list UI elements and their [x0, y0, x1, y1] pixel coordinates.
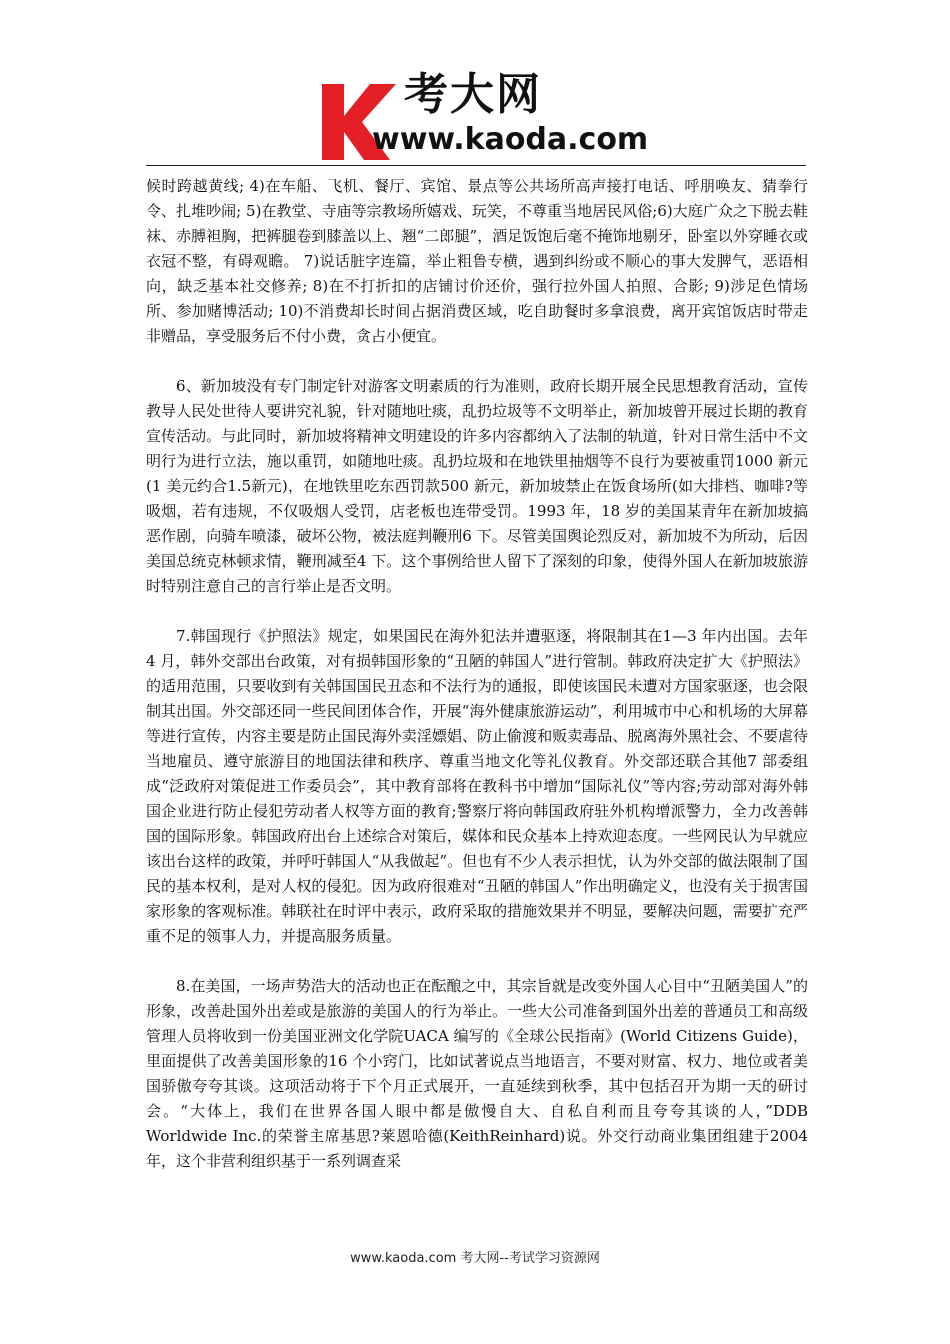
site-logo[interactable]	[318, 69, 649, 162]
paragraph-singapore: 6、新加坡没有专门制定针对游客文明素质的行为准则，政府长期开展全民思想教育活动，宣传教导人民处世待人要讲究礼貌，针对随地吐痰，乱扔垃圾等不文明举止，新加坡曾开展过长期的教育宣传活动。与此同时，新加坡将精神文明建设的许多内容都纳入了法制的轨道，针对日常生活中不文明行为进行立法，施以重罚，如随地吐痰。乱扔垃圾和在地铁里抽烟等不良行为要被重罚1000 新元(1 美元约合1.5新元)，在地铁里吃东西罚款500 新元，新加坡禁止在饭食场所(如大排档、咖啡?等 吸烟，若有违规，不仅吸烟人受罚，店老板也连带受罚。1993 年，18 岁的美国某青年在新加坡搞恶作剧，向骑车喷漆，破坏公物，被法庭判鞭刑6 下。尽管美国舆论烈反对，新加坡不为所动，后因美国总统克林顿求情，鞭刑减至4 下。这个事例给世人留下了深刻的印象，使得外国人在新加坡旅游时特别注意自己的言行举止是否文明。	[146, 377, 808, 595]
paragraph-continuation: 候时跨越黄线; 4)在车船、飞机、餐厅、宾馆、景点等公共场所高声接打电话、呼朋唤友、猜拳行令、扎堆吵闹; 5)在教堂、寺庙等宗教场所嬉戏、玩笑，不尊重当地居民风俗;6)大庭广众之下脱去鞋袜、赤膊袒胸，把裤腿卷到膝盖以上、翘“二郎腿”，酒足饭饱后毫不掩饰地剔牙，卧室以外穿睡衣或衣冠不整，有碍观瞻。 7)说话脏字连篇，举止粗鲁专横，遇到纠纷或不顺心的事大发脾气，恶语相向，缺乏基本社交修养; 8)在不打折扣的店铺讨价还价，强行拉外国人拍照、合影; 9)涉足色情场所、参加赌博活动; 10)不消费却长时间占据消费区域，吃自助餐时多拿浪费，离开宾馆饭店时带走非赠品，享受服务后不付小费，贪占小便宜。	[146, 177, 808, 345]
logo-url-text: www.kaoda.com	[372, 122, 649, 157]
paragraph-korea: 7.韩国现行《护照法》规定，如果国民在海外犯法并遭驱逐，将限制其在1—3 年内出国。去年4 月，韩外交部出台政策，对有损韩国形象的“丑陋的韩国人”进行管制。韩政府决定扩大《护照法》的适用范围，只要收到有关韩国国民丑态和不法行为的通报，即使该国民未遭对方国家驱逐，也会限制其出国。外交部还同一些民间团体合作，开展“海外健康旅游运动”，利用城市中心和机场的大屏幕等进行宣传，内容主要是防止国民海外卖淫嫖娼、防止偷渡和贩卖毒品、脱离海外黑社会、不要虐待当地雇员、遵守旅游目的地国法律和秩序、尊重当地文化等礼仪教育。外交部还联合其他7 部委组成“泛政府对策促进工作委员会”，其中教育部将在教科书中增加“国际礼仪”等内容;劳动部对海外韩国企业进行防止侵犯劳动者人权等方面的教育;警察厅将向韩国政府驻外机构增派警力，全力改善韩国的国际形象。韩国政府出台上述综合对策后，媒体和民众基本上持欢迎态度。一些网民认为早就应该出台这样的政策，并呼吁韩国人“从我做起”。但也有不少人表示担忧，认为外交部的做法限制了国民的基本权利，是对人权的侵犯。因为政府很难对“丑陋的韩国人”作出明确定义，也没有关于损害国家形象的客观标准。韩联社在时评中表示，政府采取的措施效果并不明显，要解决问题，需要扩充严重不足的领事人力，并提高服务质量。	[146, 627, 808, 945]
page-footer[interactable]: www.kaoda.com 考大网--考试学习资源网	[350, 1251, 600, 1266]
paragraph-usa: 8.在美国，一场声势浩大的活动也正在酝酿之中，其宗旨就是改变外国人心目中“丑陋美国人”的形象，改善赴国外出差或是旅游的美国人的行为举止。一些大公司准备到国外出差的普通员工和高级管理人员将收到一份美国亚洲文化学院UACA 编写的《全球公民指南》(World Citizens Guide)，里面提供了改善美国形象的16 个小窍门，比如试著说点当地语言，不要对财富、权力、地位或者美国骄傲夸夸其谈。这项活动将于下个月正式展开，一直延续到秋季，其中包括召开为期一天的研讨会。“大体上，我们在世界各国人眼中都是傲慢自大、自私自利而且夸夸其谈的人，”DDB Worldwide Inc.的荣誉主席基思?莱恩哈德(KeithReinhard)说。外交行动商业集团组建于2004 年，这个非营利组织基于一系列调查采	[146, 977, 808, 1170]
header-divider	[146, 165, 806, 166]
logo-chinese-text: 考大网	[404, 69, 542, 120]
article-body	[146, 174, 808, 1199]
